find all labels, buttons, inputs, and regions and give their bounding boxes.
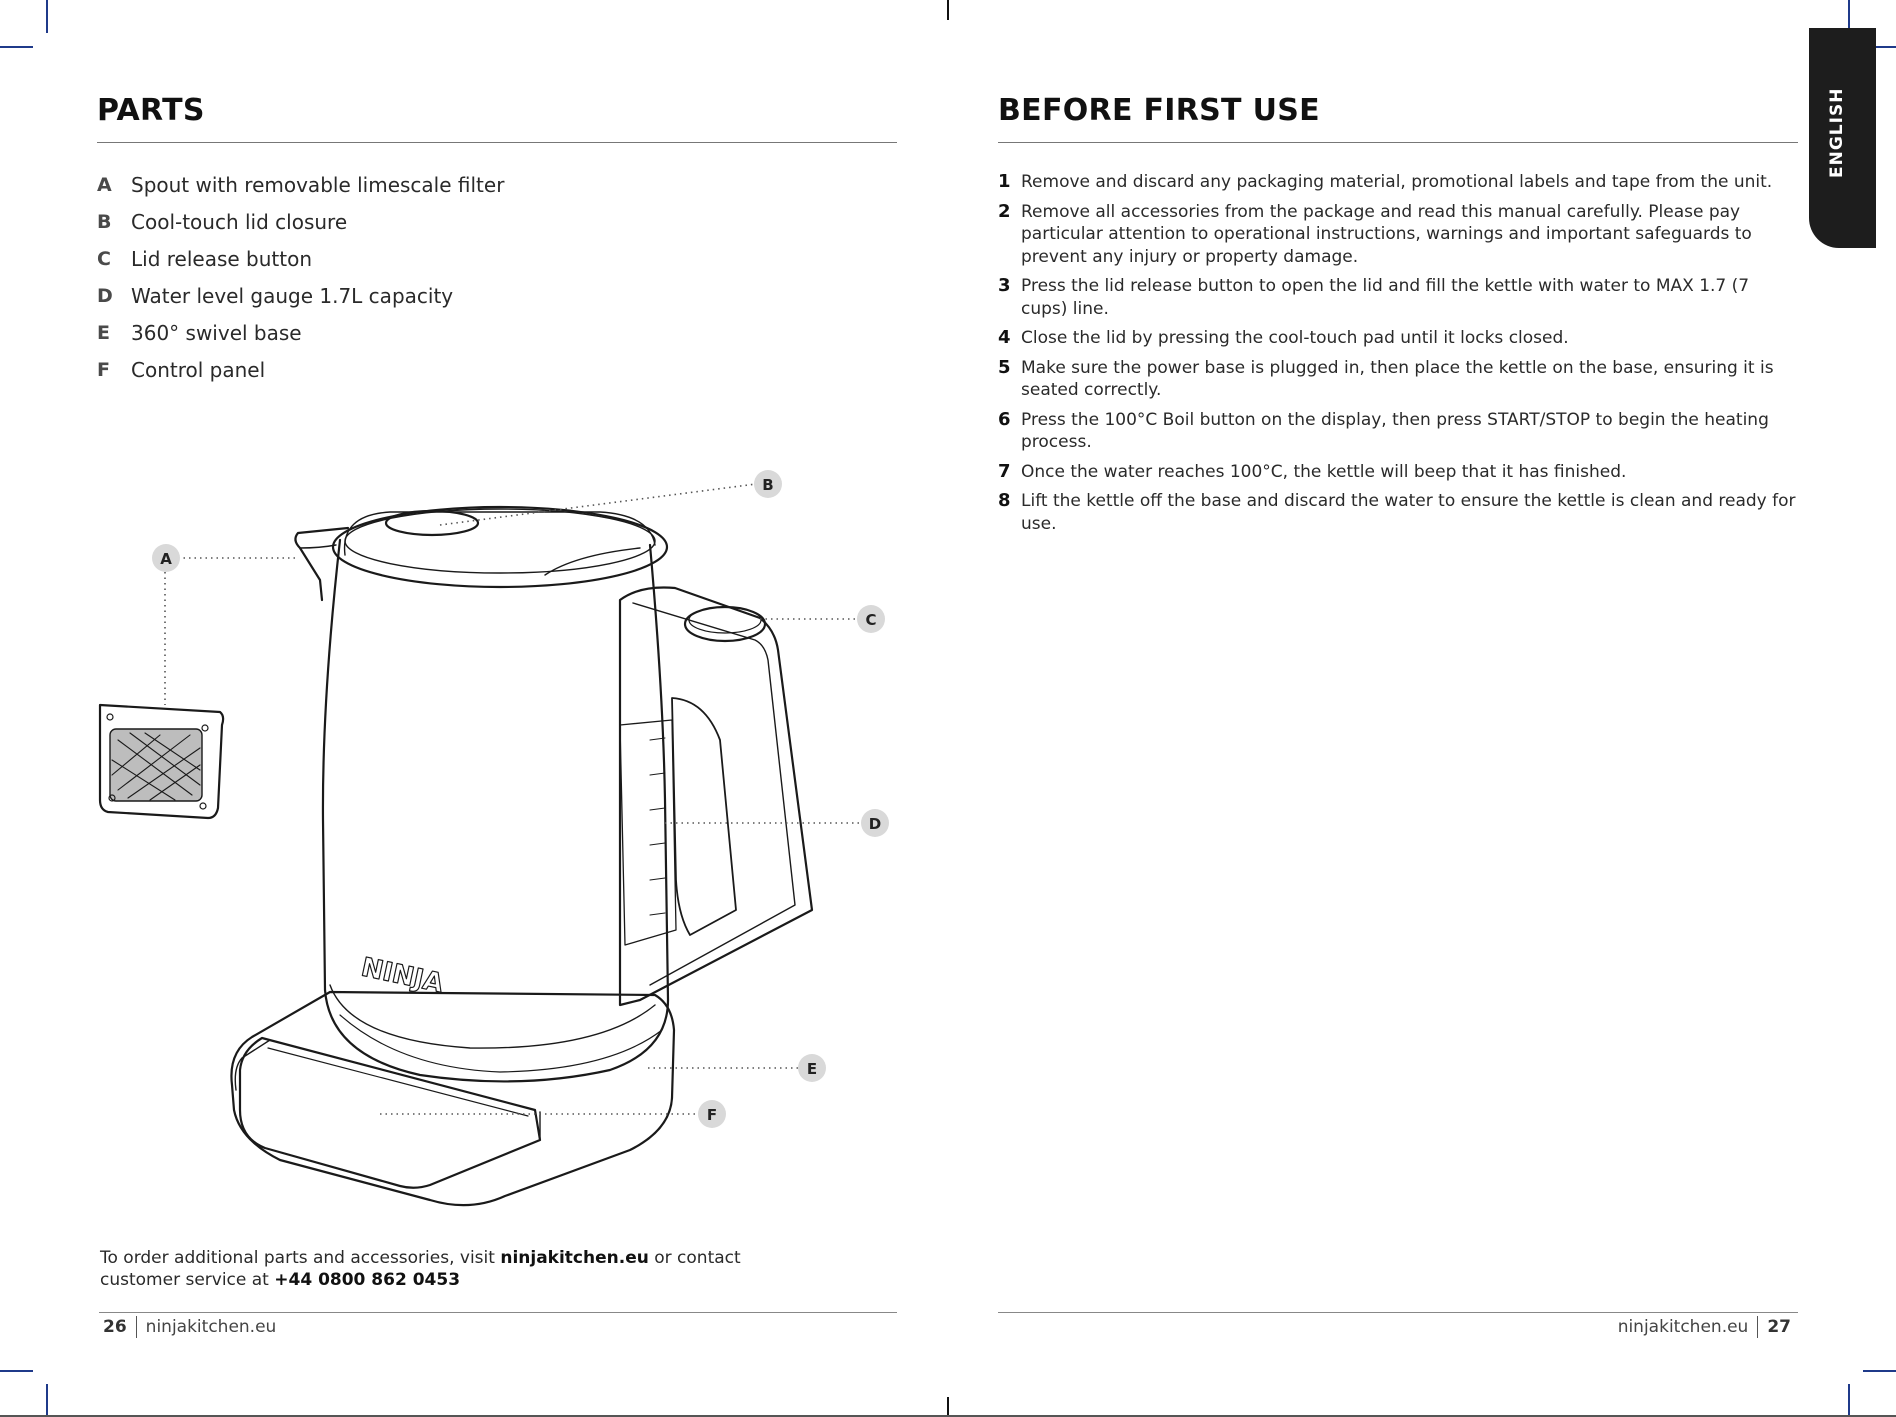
part-label: Spout with removable limescale filter xyxy=(131,172,505,197)
step-number: 5 xyxy=(998,356,1011,378)
step-text: Once the water reaches 100°C, the kettle will beep that it has finished. xyxy=(1021,461,1627,482)
svg-text:C: C xyxy=(865,611,877,629)
footer-divider xyxy=(136,1316,137,1338)
step-number: 3 xyxy=(998,275,1011,296)
part-label: 360° swivel base xyxy=(131,320,302,345)
part-letter: B xyxy=(97,210,112,233)
step-text: Remove and discard any packaging material, promotional labels and tape from the unit. xyxy=(1021,172,1773,192)
step-item xyxy=(998,490,1798,535)
step-item xyxy=(998,275,1798,320)
callout-e xyxy=(798,1054,826,1082)
page-number: 26 xyxy=(103,1317,127,1337)
step-text: Press the 100°C Boil button on the display, then press START/STOP to begin the heating process. xyxy=(1021,409,1769,452)
leader-line-b xyxy=(440,484,756,525)
part-letter: E xyxy=(97,321,110,344)
part-label: Control panel xyxy=(131,357,266,382)
step-item xyxy=(998,409,1798,454)
svg-text:F: F xyxy=(706,1106,718,1124)
site-link[interactable]: ninjakitchen.eu xyxy=(500,1248,649,1268)
note-text: or contact customer service at xyxy=(100,1248,741,1290)
svg-text:A: A xyxy=(160,550,172,568)
callout-d xyxy=(861,809,889,837)
callout-f xyxy=(698,1100,726,1128)
part-label: Cool-touch lid closure xyxy=(131,209,348,234)
callout-b xyxy=(754,470,782,498)
part-letter: A xyxy=(97,173,112,196)
step-item xyxy=(998,201,1798,269)
footer-rule xyxy=(99,1312,897,1313)
page-number: 27 xyxy=(1767,1317,1791,1337)
footer-rule xyxy=(998,1312,1798,1313)
steps-list xyxy=(998,171,1798,542)
note-text: To order additional parts and accessories, visit xyxy=(100,1248,501,1268)
phone-number: +44 0800 862 0453 xyxy=(274,1270,461,1290)
title-rule xyxy=(998,142,1798,143)
right-footer xyxy=(1618,1316,1791,1338)
part-letter: C xyxy=(97,247,111,270)
step-number: 6 xyxy=(998,408,1011,430)
left-footer xyxy=(103,1316,276,1338)
step-number: 2 xyxy=(998,200,1011,222)
brand-logo: NINJA xyxy=(358,952,446,1000)
footer-site: ninjakitchen.eu xyxy=(145,1317,277,1337)
step-number: 8 xyxy=(998,490,1011,511)
callout-c xyxy=(857,605,885,633)
parts-title: PARTS xyxy=(97,93,205,128)
step-text: Remove all accessories from the package and read this manual carefully. Please pay particular attention to operational instructions, warnings and important safeguards to prevent any injury or property damage. xyxy=(1021,201,1752,267)
step-number: 4 xyxy=(998,327,1011,348)
step-number: 1 xyxy=(998,171,1011,192)
order-parts-note xyxy=(100,1247,820,1291)
step-text: Press the lid release button to open the lid and fill the kettle with water to MAX 1.7 (7 cups) line. xyxy=(1021,276,1750,319)
part-letter: F xyxy=(97,358,110,381)
footer-site: ninjakitchen.eu xyxy=(1617,1317,1749,1337)
part-label: Water level gauge 1.7L capacity xyxy=(131,283,454,308)
limescale-filter xyxy=(100,705,223,818)
step-text: Make sure the power base is plugged in, then place the kettle on the base, ensuring it is seated correctly. xyxy=(1021,357,1774,400)
language-tab-label: ENGLISH xyxy=(1827,87,1847,178)
step-item xyxy=(998,461,1798,484)
kettle-handle xyxy=(620,588,812,1006)
swivel-base xyxy=(231,992,674,1205)
step-number: 7 xyxy=(998,460,1011,482)
step-text: Lift the kettle off the base and discard the water to ensure the kettle is clean and ready for use. xyxy=(1021,491,1796,534)
part-letter: D xyxy=(97,284,113,307)
step-item xyxy=(998,327,1798,350)
before-first-use-title: BEFORE FIRST USE xyxy=(998,93,1320,128)
svg-text:E: E xyxy=(806,1060,818,1078)
step-text: Close the lid by pressing the cool-touch pad until it locks closed. xyxy=(1021,328,1569,348)
step-item xyxy=(998,171,1798,194)
svg-text:B: B xyxy=(762,476,774,494)
step-item xyxy=(998,357,1798,402)
footer-divider xyxy=(1757,1316,1758,1338)
svg-text:D: D xyxy=(868,815,882,833)
callout-a xyxy=(152,544,180,572)
part-label: Lid release button xyxy=(131,246,313,271)
